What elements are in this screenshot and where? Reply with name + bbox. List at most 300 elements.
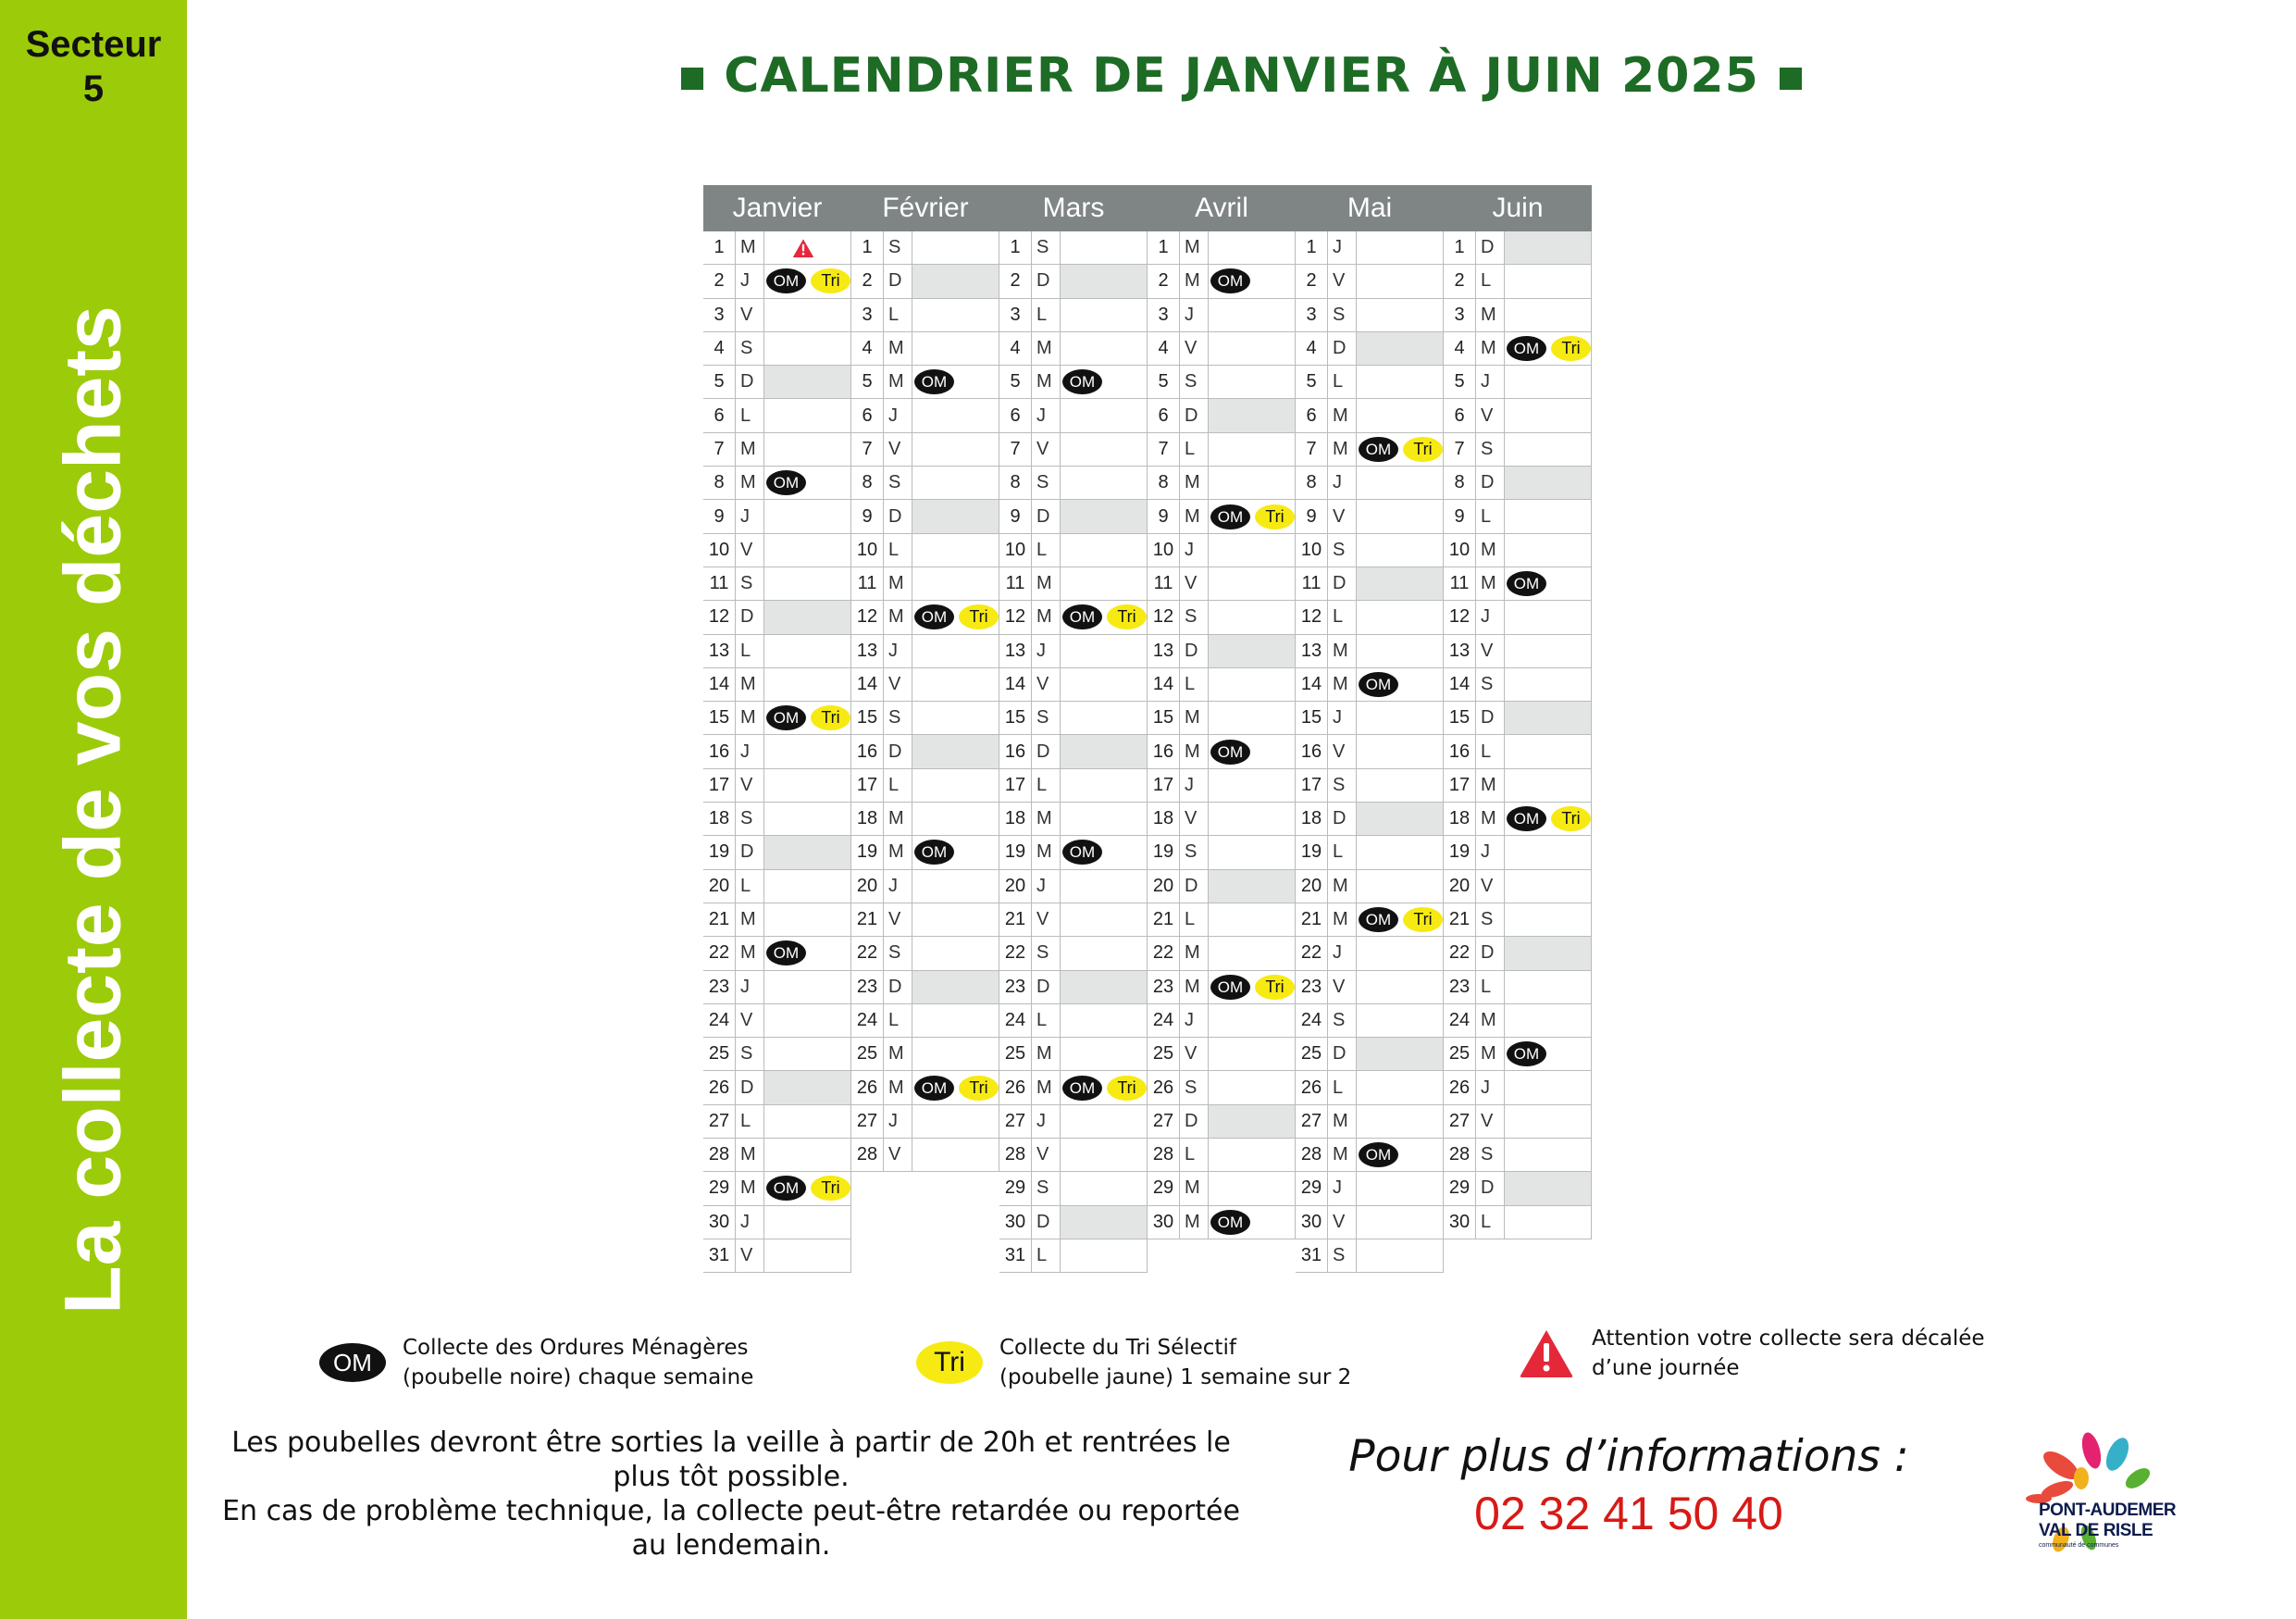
day-events xyxy=(1061,836,1148,868)
om-badge: OM xyxy=(914,369,954,394)
day-events xyxy=(912,769,999,802)
day-number: 2 xyxy=(703,265,736,297)
day-events xyxy=(1209,500,1296,532)
om-badge: OM xyxy=(1507,1041,1546,1066)
day-number: 19 xyxy=(703,836,736,868)
day-events xyxy=(1505,803,1592,835)
month-header: Février xyxy=(882,193,969,223)
om-badge: OM xyxy=(766,940,806,965)
day-number: 24 xyxy=(1148,1004,1180,1037)
day-number: 13 xyxy=(1148,635,1180,667)
day-events xyxy=(1505,668,1592,701)
tri-badge: Tri xyxy=(959,604,999,629)
day-letter: M xyxy=(1180,231,1209,264)
day-events xyxy=(764,299,851,331)
day-row xyxy=(1148,231,1296,265)
day-letter: V xyxy=(1328,265,1357,297)
om-badge: OM xyxy=(1210,504,1250,529)
day-letter: M xyxy=(884,366,912,398)
day-letter: D xyxy=(1032,265,1061,297)
day-events xyxy=(912,231,999,264)
day-row xyxy=(1148,433,1296,467)
day-row xyxy=(703,903,851,937)
day-letter: S xyxy=(1328,534,1357,567)
day-number: 22 xyxy=(1444,937,1476,969)
day-number: 14 xyxy=(1444,668,1476,701)
day-row xyxy=(1444,467,1592,500)
day-row xyxy=(1296,937,1444,970)
day-number: 14 xyxy=(1296,668,1328,701)
day-letter: S xyxy=(736,332,764,365)
om-badge: OM xyxy=(1210,1210,1250,1235)
tri-badge: Tri xyxy=(811,705,850,730)
day-events xyxy=(1357,1172,1444,1204)
day-number: 24 xyxy=(1444,1004,1476,1037)
day-letter: V xyxy=(884,433,912,466)
day-row xyxy=(1296,971,1444,1004)
day-row xyxy=(1148,1071,1296,1104)
day-events xyxy=(912,601,999,633)
day-letter: V xyxy=(1032,433,1061,466)
legend-warning xyxy=(1518,1324,1985,1383)
day-row xyxy=(1148,635,1296,668)
day-number: 29 xyxy=(999,1172,1032,1204)
tri-badge: Tri xyxy=(1551,336,1591,361)
om-badge: OM xyxy=(766,268,806,293)
day-events xyxy=(1061,299,1148,331)
day-number: 12 xyxy=(851,601,884,633)
day-row xyxy=(1296,735,1444,768)
day-row xyxy=(1444,601,1592,634)
tri-badge: Tri xyxy=(1107,604,1147,629)
day-number: 27 xyxy=(1296,1105,1328,1138)
day-number: 14 xyxy=(703,668,736,701)
day-events xyxy=(1061,1206,1148,1239)
day-letter: S xyxy=(1476,903,1505,936)
day-letter: L xyxy=(736,1105,764,1138)
day-events xyxy=(1209,803,1296,835)
day-number: 4 xyxy=(1444,332,1476,365)
day-row xyxy=(703,433,851,467)
day-events xyxy=(1505,299,1592,331)
day-row xyxy=(999,1038,1148,1071)
day-letter: L xyxy=(884,299,912,331)
day-row xyxy=(1296,231,1444,265)
day-row xyxy=(851,1139,999,1172)
legend-warning-text xyxy=(1592,1324,1985,1383)
day-letter: V xyxy=(1476,399,1505,431)
day-letter: V xyxy=(1328,735,1357,767)
day-events xyxy=(912,870,999,903)
day-events xyxy=(1209,702,1296,734)
legend-tri-text xyxy=(999,1333,1351,1392)
day-number: 21 xyxy=(851,903,884,936)
notes-line2: En cas de problème technique, la collecte peut-être retardée ou reportée au lendemain. xyxy=(222,1495,1240,1562)
day-letter: S xyxy=(1032,231,1061,264)
day-events xyxy=(912,1139,999,1171)
day-number: 26 xyxy=(703,1071,736,1103)
day-events xyxy=(1209,366,1296,398)
day-number: 1 xyxy=(703,231,736,264)
day-row xyxy=(851,870,999,903)
day-events xyxy=(1061,668,1148,701)
day-events xyxy=(1061,971,1148,1003)
day-row xyxy=(1444,332,1592,366)
day-events xyxy=(1061,903,1148,936)
tri-badge: Tri xyxy=(959,1076,999,1101)
day-row xyxy=(1444,433,1592,467)
day-row xyxy=(703,735,851,768)
day-events xyxy=(1061,399,1148,431)
day-events xyxy=(1505,399,1592,431)
day-number: 13 xyxy=(999,635,1032,667)
day-events xyxy=(1357,971,1444,1003)
day-number: 19 xyxy=(1444,836,1476,868)
day-letter: L xyxy=(1476,971,1505,1003)
day-row xyxy=(851,299,999,332)
day-letter: V xyxy=(884,668,912,701)
om-badge: OM xyxy=(914,840,954,865)
day-letter: M xyxy=(736,668,764,701)
day-row xyxy=(999,1139,1148,1172)
day-row xyxy=(1296,399,1444,432)
day-letter: J xyxy=(1328,702,1357,734)
day-number: 15 xyxy=(1296,702,1328,734)
day-events xyxy=(1061,635,1148,667)
day-row xyxy=(703,1139,851,1172)
day-row xyxy=(1296,500,1444,533)
day-number: 9 xyxy=(999,500,1032,532)
day-row xyxy=(999,702,1148,735)
day-letter: J xyxy=(1476,1071,1505,1103)
day-letter: V xyxy=(1328,1206,1357,1239)
day-number: 25 xyxy=(703,1038,736,1070)
day-events xyxy=(1505,534,1592,567)
day-row xyxy=(1296,1239,1444,1273)
day-number: 31 xyxy=(1296,1239,1328,1272)
day-letter: L xyxy=(1032,1004,1061,1037)
day-letter: D xyxy=(1032,971,1061,1003)
day-events xyxy=(764,265,851,297)
day-row xyxy=(1444,500,1592,533)
day-letter: L xyxy=(1032,1239,1061,1272)
day-number: 15 xyxy=(851,702,884,734)
day-letter: J xyxy=(736,735,764,767)
day-events xyxy=(1505,366,1592,398)
day-events xyxy=(1209,601,1296,633)
day-row xyxy=(1444,265,1592,298)
day-events xyxy=(1061,1105,1148,1138)
day-letter: M xyxy=(884,1038,912,1070)
day-row xyxy=(1148,937,1296,970)
day-number: 23 xyxy=(1148,971,1180,1003)
day-number: 9 xyxy=(1296,500,1328,532)
day-letter: V xyxy=(1476,1105,1505,1138)
day-events xyxy=(1209,870,1296,903)
day-row xyxy=(1296,1172,1444,1205)
day-row xyxy=(703,534,851,567)
day-events xyxy=(1061,366,1148,398)
day-number: 7 xyxy=(1296,433,1328,466)
day-letter: S xyxy=(1032,467,1061,499)
day-letter: M xyxy=(1032,567,1061,600)
day-row xyxy=(1444,668,1592,702)
day-number: 28 xyxy=(1444,1139,1476,1171)
day-row xyxy=(1444,803,1592,836)
day-events xyxy=(1209,769,1296,802)
om-badge: OM xyxy=(766,470,806,495)
day-row xyxy=(1444,1004,1592,1038)
day-number: 4 xyxy=(1296,332,1328,365)
day-number: 11 xyxy=(1148,567,1180,600)
day-events xyxy=(764,1239,851,1272)
day-row xyxy=(999,1206,1148,1239)
day-row xyxy=(1148,903,1296,937)
day-row xyxy=(999,1172,1148,1205)
day-events xyxy=(1061,332,1148,365)
day-row xyxy=(703,668,851,702)
day-events xyxy=(1209,299,1296,331)
legend-om-line2: (poubelle noire) chaque semaine xyxy=(403,1365,754,1389)
day-number: 26 xyxy=(1296,1071,1328,1103)
day-row xyxy=(999,1239,1148,1273)
day-events xyxy=(1505,937,1592,969)
day-letter: S xyxy=(1032,937,1061,969)
calendar-body xyxy=(703,231,1592,1273)
day-events xyxy=(1061,433,1148,466)
day-row xyxy=(999,870,1148,903)
day-events xyxy=(1357,1071,1444,1103)
day-row xyxy=(1296,769,1444,803)
day-number: 17 xyxy=(1148,769,1180,802)
day-letter: M xyxy=(1180,500,1209,532)
day-number: 30 xyxy=(1296,1206,1328,1239)
day-letter: S xyxy=(884,231,912,264)
notes xyxy=(213,1426,1249,1563)
day-letter: M xyxy=(1476,534,1505,567)
phone-number[interactable]: 02 32 41 50 40 xyxy=(1474,1488,1783,1539)
day-letter: M xyxy=(1476,769,1505,802)
day-events xyxy=(1061,1004,1148,1037)
day-row xyxy=(1148,1206,1296,1239)
day-letter: V xyxy=(1180,803,1209,835)
day-number: 21 xyxy=(1148,903,1180,936)
day-letter: M xyxy=(1476,1038,1505,1070)
day-number: 23 xyxy=(1444,971,1476,1003)
day-letter: D xyxy=(1180,1105,1209,1138)
day-row xyxy=(1148,1139,1296,1172)
day-number: 24 xyxy=(999,1004,1032,1037)
day-row xyxy=(1148,1038,1296,1071)
day-letter: S xyxy=(1180,601,1209,633)
day-letter: D xyxy=(884,971,912,1003)
day-events xyxy=(1505,836,1592,868)
day-letter: J xyxy=(1032,635,1061,667)
day-letter: M xyxy=(884,332,912,365)
day-letter: J xyxy=(1328,1172,1357,1204)
day-events xyxy=(1061,735,1148,767)
day-events xyxy=(1357,635,1444,667)
day-row xyxy=(1296,903,1444,937)
day-letter: J xyxy=(736,265,764,297)
day-number: 27 xyxy=(703,1105,736,1138)
legend-warn-line2: d’une journée xyxy=(1592,1356,1740,1380)
day-letter: D xyxy=(1476,702,1505,734)
day-row xyxy=(1444,534,1592,567)
day-letter: V xyxy=(736,1239,764,1272)
day-number: 3 xyxy=(999,299,1032,331)
day-number: 22 xyxy=(1296,937,1328,969)
day-number: 2 xyxy=(851,265,884,297)
day-events xyxy=(1209,1038,1296,1070)
day-number: 13 xyxy=(703,635,736,667)
day-events xyxy=(1061,937,1148,969)
day-row xyxy=(1148,769,1296,803)
day-letter: L xyxy=(1180,903,1209,936)
day-letter: J xyxy=(1032,1105,1061,1138)
day-number: 28 xyxy=(703,1139,736,1171)
tri-badge: Tri xyxy=(811,268,850,293)
om-badge: OM xyxy=(914,1076,954,1101)
day-letter: L xyxy=(1476,1206,1505,1239)
day-number: 24 xyxy=(703,1004,736,1037)
day-number: 21 xyxy=(1296,903,1328,936)
day-events xyxy=(1357,937,1444,969)
day-letter: S xyxy=(1328,1004,1357,1037)
day-row xyxy=(703,1004,851,1038)
om-badge: OM xyxy=(1507,806,1546,831)
day-number: 27 xyxy=(851,1105,884,1138)
day-number: 6 xyxy=(1148,399,1180,431)
day-events xyxy=(912,635,999,667)
day-row xyxy=(703,601,851,634)
day-events xyxy=(1357,870,1444,903)
day-number: 2 xyxy=(999,265,1032,297)
day-row xyxy=(999,1071,1148,1104)
day-row xyxy=(999,500,1148,533)
day-events xyxy=(1061,467,1148,499)
day-events xyxy=(912,836,999,868)
day-row xyxy=(703,399,851,432)
day-row xyxy=(851,399,999,432)
om-badge: OM xyxy=(1359,672,1398,697)
day-letter: L xyxy=(1328,366,1357,398)
day-events xyxy=(1357,299,1444,331)
day-number: 6 xyxy=(703,399,736,431)
day-row xyxy=(851,231,999,265)
day-number: 5 xyxy=(851,366,884,398)
day-row xyxy=(999,467,1148,500)
day-number: 5 xyxy=(1444,366,1476,398)
day-number: 16 xyxy=(1296,735,1328,767)
day-number: 20 xyxy=(1148,870,1180,903)
day-events xyxy=(1209,534,1296,567)
day-row xyxy=(1444,702,1592,735)
day-events xyxy=(1505,903,1592,936)
day-row xyxy=(703,299,851,332)
tri-badge: Tri xyxy=(1255,975,1295,1000)
day-number: 10 xyxy=(851,534,884,567)
day-row xyxy=(851,1105,999,1139)
day-events xyxy=(1209,903,1296,936)
info-title: Pour plus d’informations : xyxy=(1348,1431,1909,1482)
day-number: 15 xyxy=(703,702,736,734)
day-number: 20 xyxy=(999,870,1032,903)
day-row xyxy=(703,1105,851,1139)
day-letter: M xyxy=(1032,332,1061,365)
day-row xyxy=(1148,366,1296,399)
legend-om-text xyxy=(403,1333,753,1392)
day-events xyxy=(764,601,851,633)
day-events xyxy=(764,1139,851,1171)
day-number: 3 xyxy=(703,299,736,331)
day-number: 10 xyxy=(703,534,736,567)
day-number: 11 xyxy=(703,567,736,600)
day-number: 2 xyxy=(1296,265,1328,297)
day-row xyxy=(999,332,1148,366)
day-events xyxy=(912,735,999,767)
month-header: Janvier xyxy=(732,193,823,223)
month-column xyxy=(851,231,999,1273)
day-letter: J xyxy=(1328,937,1357,969)
day-letter: J xyxy=(1476,601,1505,633)
day-row xyxy=(1444,1038,1592,1071)
day-events xyxy=(1505,433,1592,466)
om-badge: OM xyxy=(766,1176,806,1201)
day-number: 26 xyxy=(1148,1071,1180,1103)
day-row xyxy=(851,971,999,1004)
day-number: 18 xyxy=(999,803,1032,835)
day-row xyxy=(851,735,999,768)
day-letter: S xyxy=(1328,299,1357,331)
day-letter: M xyxy=(884,567,912,600)
day-letter: M xyxy=(884,1071,912,1103)
day-letter: M xyxy=(736,1172,764,1204)
day-events xyxy=(764,399,851,431)
day-events xyxy=(1061,1172,1148,1204)
day-row xyxy=(1148,1004,1296,1038)
month-header: Juin xyxy=(1492,193,1544,223)
day-number: 30 xyxy=(1148,1206,1180,1239)
day-row xyxy=(1296,299,1444,332)
day-events xyxy=(912,668,999,701)
day-row xyxy=(1296,332,1444,366)
day-events xyxy=(912,433,999,466)
day-letter: L xyxy=(1032,769,1061,802)
day-row xyxy=(703,567,851,601)
day-number: 16 xyxy=(851,735,884,767)
side-title: La collecte de vos déchets xyxy=(48,305,138,1314)
day-row xyxy=(851,1038,999,1071)
tri-badge: Tri xyxy=(1551,806,1591,831)
day-row xyxy=(851,366,999,399)
day-number: 3 xyxy=(1296,299,1328,331)
day-letter: J xyxy=(1476,836,1505,868)
day-row xyxy=(703,231,851,265)
day-letter: J xyxy=(1180,299,1209,331)
day-letter: V xyxy=(736,769,764,802)
day-row xyxy=(1444,1105,1592,1139)
day-number: 16 xyxy=(1148,735,1180,767)
day-events xyxy=(1061,1071,1148,1103)
day-row xyxy=(999,601,1148,634)
day-number: 14 xyxy=(1148,668,1180,701)
day-number: 8 xyxy=(1148,467,1180,499)
calendar-grid xyxy=(703,185,1592,1273)
day-letter: M xyxy=(1180,1206,1209,1239)
day-letter: S xyxy=(884,702,912,734)
day-events xyxy=(912,702,999,734)
